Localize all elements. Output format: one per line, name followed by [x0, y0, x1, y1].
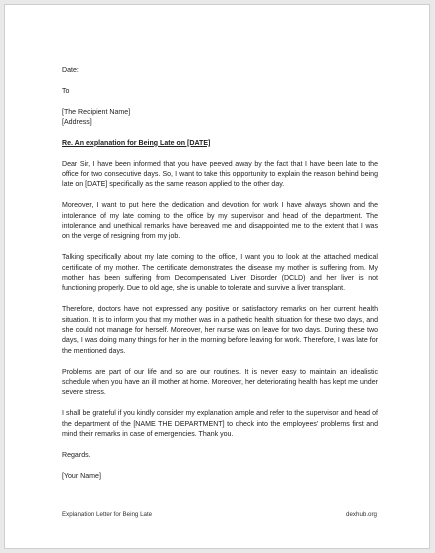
paragraph: I shall be grateful if you kindly consider my explanation ample and refer to the supervisor and head of the department of the [NAME THE DEPARTMENT] to check into the employees' problems first and mind their remarks in case of emergencies. Thank you.	[62, 410, 378, 439]
to-label: To	[62, 87, 70, 95]
recipient-name: [The Recipient Name]	[62, 108, 131, 116]
paragraph: Therefore, doctors have not expressed any positive or satisfactory remarks on her current health situation. It is to inform you that my mother was in a pathetic health situation for these two days, and she could not manage for herself. Moreover, her nurse was on leave for two days. During these two days, I was doing many things for her in the morning before leaving for work. Therefore, I was late for the mentioned days.	[62, 306, 378, 355]
page-footer	[62, 511, 377, 518]
recipient-address: [Address]	[62, 119, 92, 126]
footer-site: dexhub.org	[346, 511, 377, 518]
date-label: Date:	[62, 67, 79, 74]
document-page	[4, 4, 430, 549]
paragraph: Moreover, I want to put here the dedication and devotion for work I have always shown and the intolerance of my late coming to the office by my supervisor and head of the department. The intolerance and unethical remarks have bereaved me and disappointed me to the extent that I was on the verge of resigning from my job.	[62, 202, 378, 241]
footer-title: Explanation Letter for Being Late	[62, 511, 153, 518]
closing: Regards.	[62, 451, 91, 459]
paragraph: Problems are part of our life and so are our routines. It is never easy to maintain an idealistic schedule when you have an ill mother at home. Moreover, her deteriorating health has kept me under severe stress.	[62, 368, 378, 397]
paragraph: Dear Sir, I have been informed that you have peeved away by the fact that I have been late to the office for two consecutive days. So, I want to take this opportunity to explain the reason behind being late on [DATE] specifically as the same reason applied to the other day.	[62, 160, 378, 189]
letter-body	[62, 66, 378, 482]
signature: [Your Name]	[62, 472, 101, 480]
letter-subject: Re. An explanation for Being Late on [DATE]	[62, 139, 211, 147]
paragraph: Talking specifically about my late coming to the office, I want you to look at the attached medical certificate of my mother. The certificate demonstrates the disease my mother is suffering from. My mother has been suffering from Decompensated Liver Disorder (DCLD) and her liver is not functioning properly. Due to old age, she is unable to tolerate and survive a liver transplant.	[62, 254, 378, 293]
